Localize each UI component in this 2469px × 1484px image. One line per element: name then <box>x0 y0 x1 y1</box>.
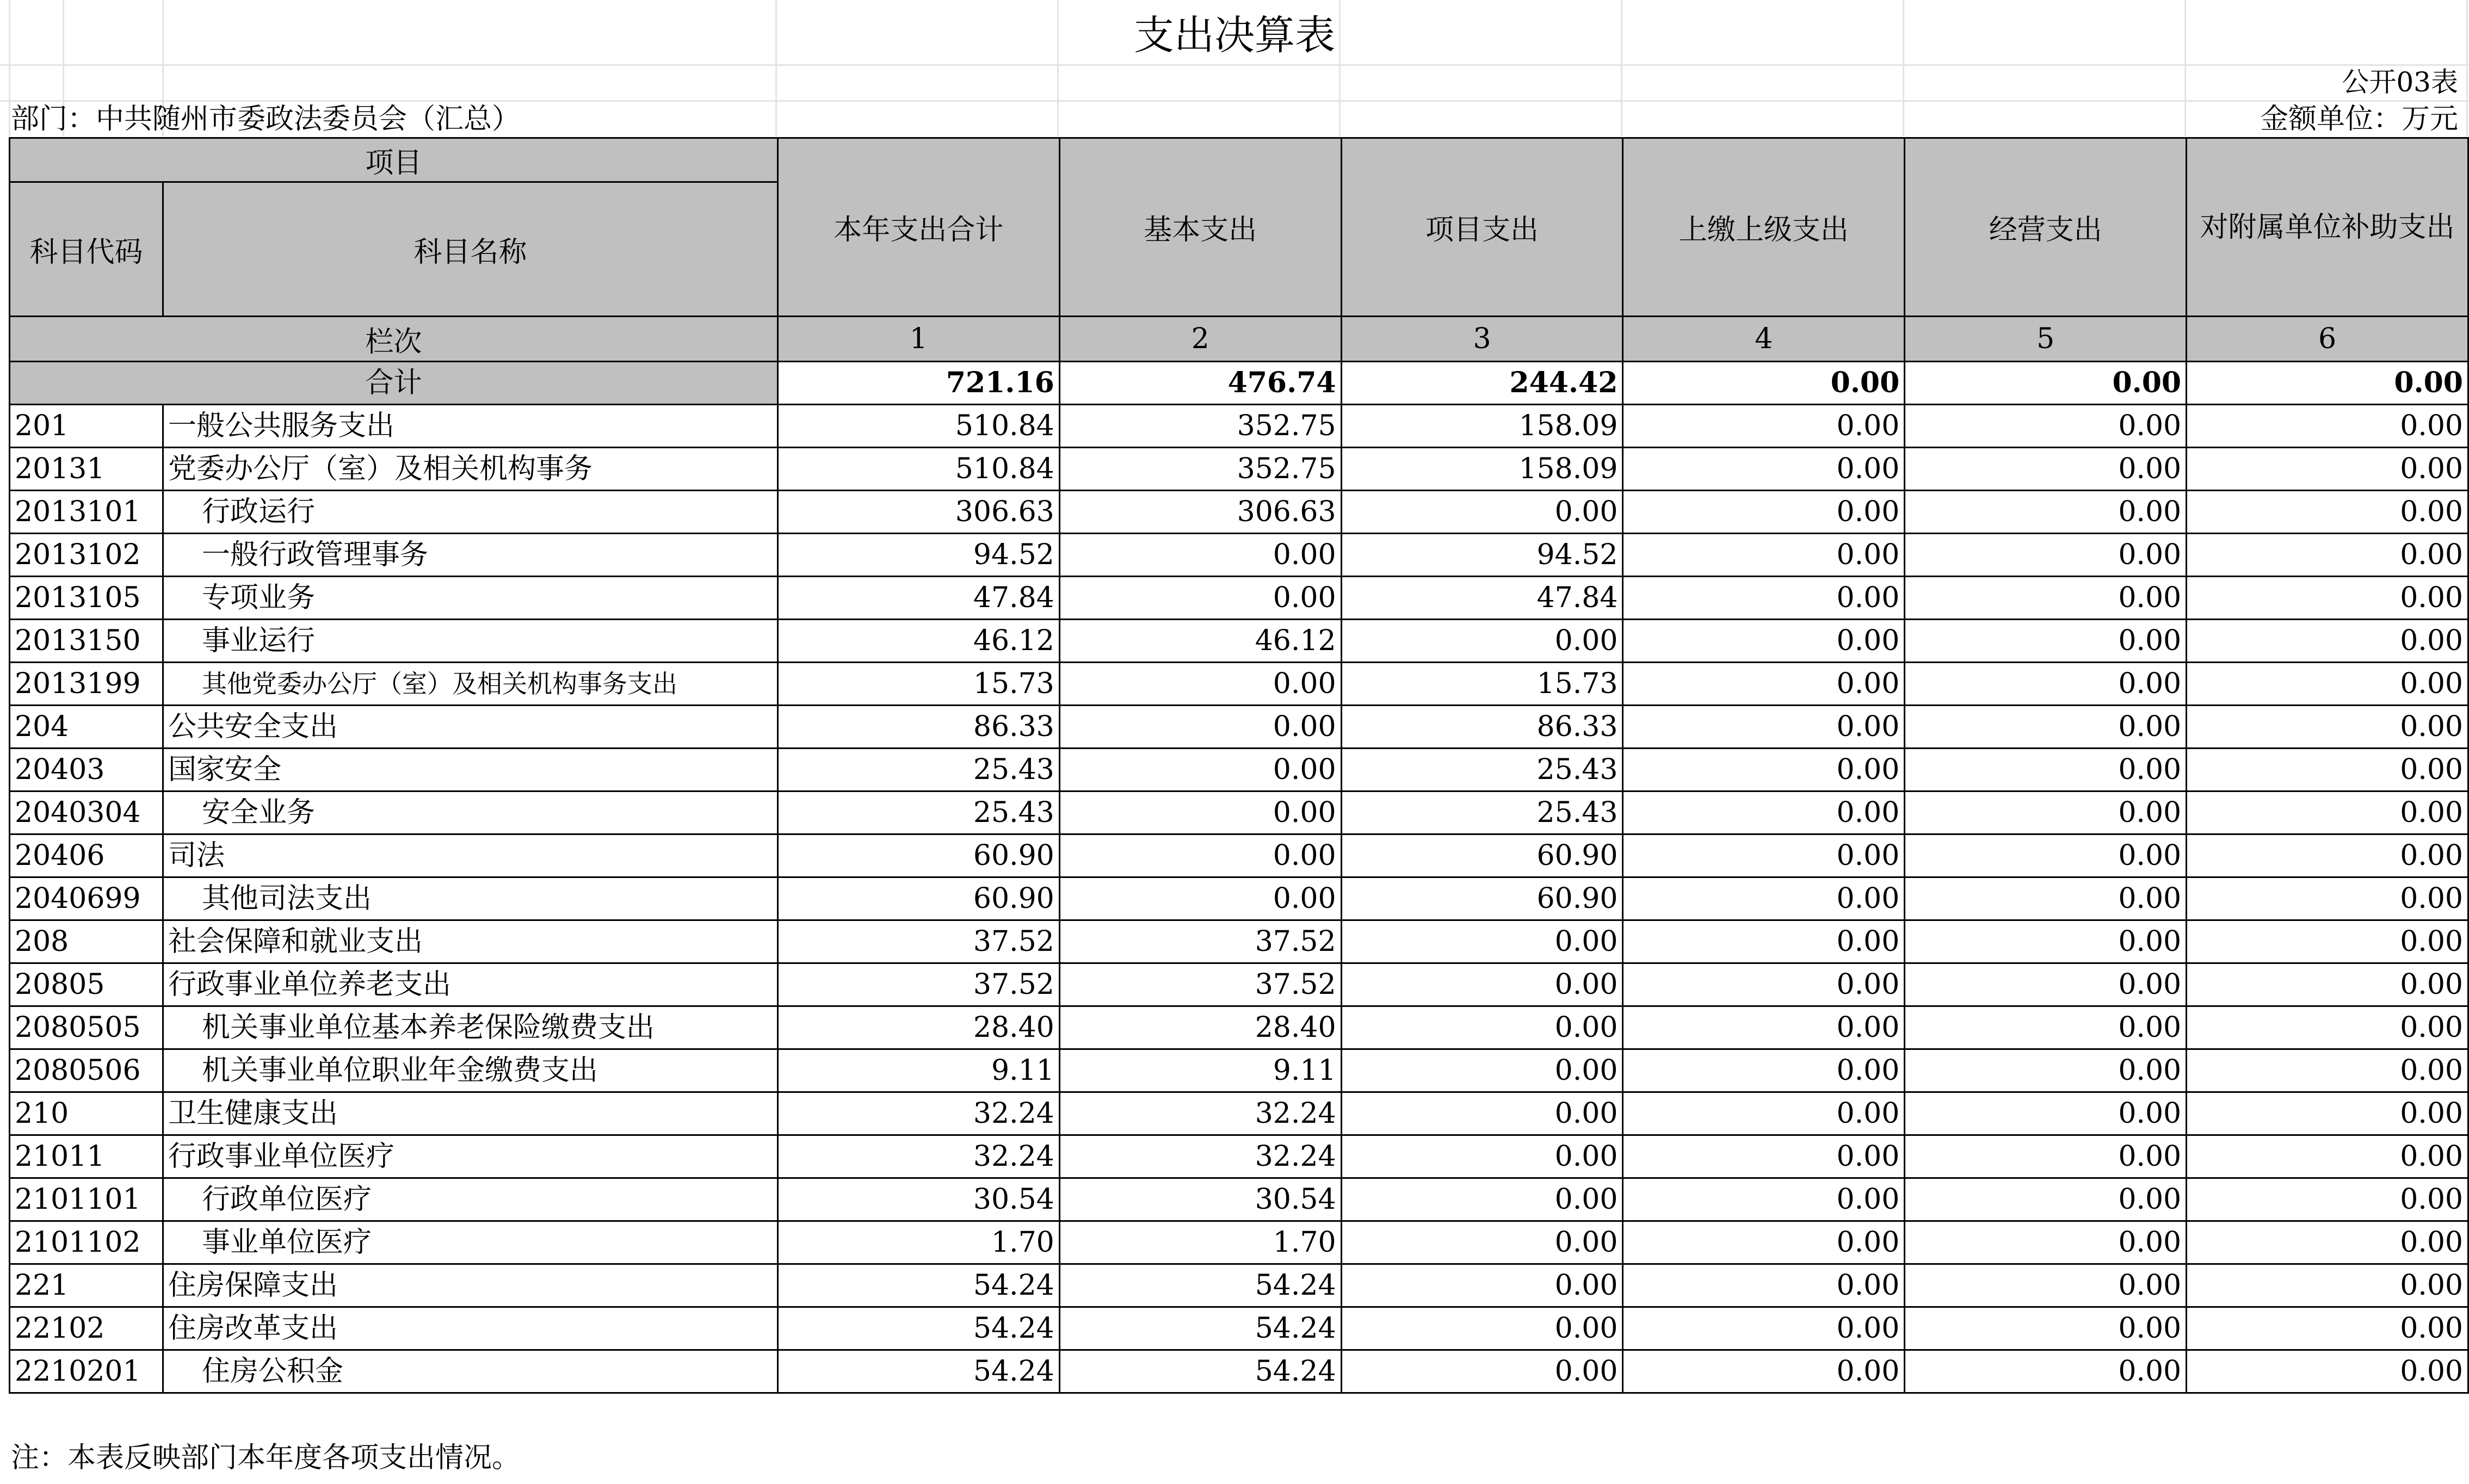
subject-name: 一般公共服务支出 <box>163 405 777 448</box>
amount-cell: 32.24 <box>1059 1092 1341 1135</box>
amount-cell: 0.00 <box>1059 792 1341 834</box>
amount-cell: 0.00 <box>2187 792 2468 834</box>
total-value: 476.74 <box>1059 362 1341 405</box>
expenditure-table <box>9 137 2469 1394</box>
amount-cell: 0.00 <box>1341 1350 1623 1393</box>
subject-name: 行政事业单位医疗 <box>163 1135 777 1178</box>
amount-cell: 0.00 <box>1623 920 1905 963</box>
subject-code: 2013102 <box>10 534 163 577</box>
amount-cell: 0.00 <box>1905 405 2187 448</box>
amount-cell: 0.00 <box>2187 448 2468 491</box>
table-row <box>10 963 2468 1006</box>
amount-cell: 0.00 <box>1623 877 1905 920</box>
amount-cell: 0.00 <box>1059 706 1341 749</box>
amount-cell: 352.75 <box>1059 448 1341 491</box>
subject-code: 2013199 <box>10 663 163 706</box>
table-row <box>10 620 2468 663</box>
amount-cell: 0.00 <box>1623 963 1905 1006</box>
subject-name: 公共安全支出 <box>163 706 777 749</box>
total-value: 721.16 <box>777 362 1059 405</box>
amount-cell: 37.52 <box>1059 963 1341 1006</box>
amount-unit-label: 金额单位：万元 <box>2260 103 2458 135</box>
amount-cell: 0.00 <box>1905 620 2187 663</box>
amount-cell: 0.00 <box>1341 1049 1623 1092</box>
amount-cell: 0.00 <box>1623 1178 1905 1221</box>
amount-cell: 0.00 <box>1905 1307 2187 1350</box>
subject-code: 2210201 <box>10 1350 163 1393</box>
header-code: 科目代码 <box>10 182 163 317</box>
amount-cell: 0.00 <box>1905 1135 2187 1178</box>
subject-name: 国家安全 <box>163 749 777 792</box>
table-row <box>10 405 2468 448</box>
amount-cell: 86.33 <box>1341 706 1623 749</box>
amount-cell: 0.00 <box>1341 1135 1623 1178</box>
amount-cell: 9.11 <box>1059 1049 1341 1092</box>
amount-cell: 1.70 <box>777 1221 1059 1264</box>
amount-cell: 0.00 <box>1623 792 1905 834</box>
table-row <box>10 1178 2468 1221</box>
amount-cell: 0.00 <box>1623 749 1905 792</box>
amount-cell: 0.00 <box>2187 1135 2468 1178</box>
amount-cell: 46.12 <box>777 620 1059 663</box>
amount-cell: 0.00 <box>1623 1307 1905 1350</box>
table-row <box>10 792 2468 834</box>
subject-name: 其他司法支出 <box>163 877 777 920</box>
subject-name: 事业运行 <box>163 620 777 663</box>
table-note: 注：本表反映部门本年度各项支出情况。 <box>11 1442 521 1474</box>
amount-cell: 306.63 <box>1059 491 1341 534</box>
amount-cell: 0.00 <box>1341 1307 1623 1350</box>
subject-code: 2101102 <box>10 1221 163 1264</box>
amount-cell: 0.00 <box>1623 1221 1905 1264</box>
amount-cell: 0.00 <box>1059 663 1341 706</box>
amount-cell: 0.00 <box>2187 920 2468 963</box>
subject-code: 208 <box>10 920 163 963</box>
amount-cell: 0.00 <box>1059 877 1341 920</box>
department-label: 部门：中共随州市委政法委员会（汇总） <box>11 103 521 135</box>
amount-cell: 60.90 <box>1341 877 1623 920</box>
amount-cell: 94.52 <box>777 534 1059 577</box>
amount-cell: 0.00 <box>1905 749 2187 792</box>
amount-cell: 0.00 <box>2187 1307 2468 1350</box>
subject-code: 2013105 <box>10 577 163 620</box>
table-row <box>10 1006 2468 1049</box>
header-project: 项目支出 <box>1341 138 1623 317</box>
amount-cell: 30.54 <box>1059 1178 1341 1221</box>
amount-cell: 352.75 <box>1059 405 1341 448</box>
amount-cell: 0.00 <box>1623 448 1905 491</box>
amount-cell: 0.00 <box>1905 706 2187 749</box>
amount-cell: 0.00 <box>1905 577 2187 620</box>
subject-code: 20403 <box>10 749 163 792</box>
subject-name: 行政事业单位养老支出 <box>163 963 777 1006</box>
header-item: 项目 <box>10 138 778 182</box>
amount-cell: 0.00 <box>1905 877 2187 920</box>
amount-cell: 54.24 <box>777 1264 1059 1307</box>
amount-cell: 0.00 <box>1341 620 1623 663</box>
amount-cell: 158.09 <box>1341 448 1623 491</box>
amount-cell: 94.52 <box>1341 534 1623 577</box>
amount-cell: 0.00 <box>2187 1006 2468 1049</box>
subject-code: 2080506 <box>10 1049 163 1092</box>
amount-cell: 28.40 <box>777 1006 1059 1049</box>
subject-name: 卫生健康支出 <box>163 1092 777 1135</box>
amount-cell: 0.00 <box>1059 534 1341 577</box>
amount-cell: 0.00 <box>1623 577 1905 620</box>
column-index: 6 <box>2187 317 2468 362</box>
table-row <box>10 1135 2468 1178</box>
amount-cell: 0.00 <box>1905 1221 2187 1264</box>
header-name: 科目名称 <box>163 182 777 317</box>
amount-cell: 0.00 <box>1059 834 1341 877</box>
subject-code: 221 <box>10 1264 163 1307</box>
amount-cell: 0.00 <box>1905 1006 2187 1049</box>
subject-code: 210 <box>10 1092 163 1135</box>
amount-cell: 0.00 <box>1623 834 1905 877</box>
total-value: 244.42 <box>1341 362 1623 405</box>
amount-cell: 0.00 <box>1905 834 2187 877</box>
amount-cell: 0.00 <box>2187 963 2468 1006</box>
subject-name: 其他党委办公厅（室）及相关机构事务支出 <box>163 663 777 706</box>
amount-cell: 0.00 <box>1905 1049 2187 1092</box>
amount-cell: 0.00 <box>1905 534 2187 577</box>
subject-name: 行政单位医疗 <box>163 1178 777 1221</box>
amount-cell: 0.00 <box>2187 749 2468 792</box>
amount-cell: 510.84 <box>777 405 1059 448</box>
amount-cell: 0.00 <box>1905 1178 2187 1221</box>
subject-code: 22102 <box>10 1307 163 1350</box>
amount-cell: 0.00 <box>1341 1178 1623 1221</box>
amount-cell: 0.00 <box>2187 1049 2468 1092</box>
amount-cell: 0.00 <box>1341 1264 1623 1307</box>
amount-cell: 37.52 <box>1059 920 1341 963</box>
table-row <box>10 491 2468 534</box>
amount-cell: 0.00 <box>2187 1350 2468 1393</box>
subject-name: 机关事业单位基本养老保险缴费支出 <box>163 1006 777 1049</box>
header-total: 本年支出合计 <box>777 138 1059 317</box>
amount-cell: 0.00 <box>1905 963 2187 1006</box>
amount-cell: 15.73 <box>1341 663 1623 706</box>
subject-name: 机关事业单位职业年金缴费支出 <box>163 1049 777 1092</box>
table-row <box>10 706 2468 749</box>
amount-cell: 0.00 <box>1623 620 1905 663</box>
subject-code: 2013101 <box>10 491 163 534</box>
page-title: 支出决算表 <box>1134 12 1335 59</box>
amount-cell: 54.24 <box>777 1307 1059 1350</box>
subject-name: 司法 <box>163 834 777 877</box>
subject-code: 204 <box>10 706 163 749</box>
amount-cell: 0.00 <box>1623 491 1905 534</box>
column-index-row <box>10 317 2468 362</box>
amount-cell: 0.00 <box>1623 663 1905 706</box>
amount-cell: 0.00 <box>1905 1264 2187 1307</box>
amount-cell: 60.90 <box>777 877 1059 920</box>
total-value: 0.00 <box>1905 362 2187 405</box>
amount-cell: 0.00 <box>1905 491 2187 534</box>
grid-line <box>0 64 2469 66</box>
column-index: 5 <box>1905 317 2187 362</box>
amount-cell: 0.00 <box>1905 663 2187 706</box>
amount-cell: 54.24 <box>1059 1350 1341 1393</box>
table-row <box>10 1264 2468 1307</box>
amount-cell: 158.09 <box>1341 405 1623 448</box>
amount-cell: 54.24 <box>1059 1264 1341 1307</box>
amount-cell: 306.63 <box>777 491 1059 534</box>
amount-cell: 0.00 <box>1341 491 1623 534</box>
amount-cell: 510.84 <box>777 448 1059 491</box>
amount-cell: 0.00 <box>1623 1264 1905 1307</box>
table-row <box>10 1092 2468 1135</box>
subject-name: 住房保障支出 <box>163 1264 777 1307</box>
amount-cell: 32.24 <box>777 1092 1059 1135</box>
amount-cell: 54.24 <box>777 1350 1059 1393</box>
table-row <box>10 1221 2468 1264</box>
amount-cell: 25.43 <box>777 792 1059 834</box>
column-index-label: 栏次 <box>10 317 778 362</box>
column-index: 2 <box>1059 317 1341 362</box>
amount-cell: 37.52 <box>777 920 1059 963</box>
amount-cell: 0.00 <box>1905 448 2187 491</box>
total-label: 合计 <box>10 362 778 405</box>
amount-cell: 0.00 <box>1341 1006 1623 1049</box>
table-row <box>10 534 2468 577</box>
header-subsidy: 对附属单位补助支出 <box>2187 138 2468 317</box>
amount-cell: 0.00 <box>1059 577 1341 620</box>
subject-code: 2040699 <box>10 877 163 920</box>
table-row <box>10 1307 2468 1350</box>
amount-cell: 0.00 <box>2187 577 2468 620</box>
table-row <box>10 1350 2468 1393</box>
header-row <box>10 138 2468 182</box>
subject-code: 2080505 <box>10 1006 163 1049</box>
amount-cell: 0.00 <box>1623 534 1905 577</box>
subject-code: 20131 <box>10 448 163 491</box>
table-row <box>10 1049 2468 1092</box>
subject-code: 20805 <box>10 963 163 1006</box>
amount-cell: 0.00 <box>2187 1178 2468 1221</box>
amount-cell: 37.52 <box>777 963 1059 1006</box>
amount-cell: 0.00 <box>1341 963 1623 1006</box>
subject-code: 20406 <box>10 834 163 877</box>
amount-cell: 0.00 <box>1905 920 2187 963</box>
subject-name: 住房公积金 <box>163 1350 777 1393</box>
amount-cell: 0.00 <box>2187 877 2468 920</box>
amount-cell: 0.00 <box>1341 920 1623 963</box>
subject-name: 住房改革支出 <box>163 1307 777 1350</box>
total-value: 0.00 <box>1623 362 1905 405</box>
amount-cell: 46.12 <box>1059 620 1341 663</box>
amount-cell: 47.84 <box>777 577 1059 620</box>
amount-cell: 30.54 <box>777 1178 1059 1221</box>
amount-cell: 0.00 <box>1905 792 2187 834</box>
amount-cell: 0.00 <box>2187 534 2468 577</box>
table-row <box>10 749 2468 792</box>
amount-cell: 0.00 <box>2187 1221 2468 1264</box>
amount-cell: 0.00 <box>2187 834 2468 877</box>
amount-cell: 0.00 <box>1341 1092 1623 1135</box>
amount-cell: 0.00 <box>1623 1049 1905 1092</box>
table-row <box>10 663 2468 706</box>
amount-cell: 25.43 <box>777 749 1059 792</box>
table-row <box>10 448 2468 491</box>
amount-cell: 28.40 <box>1059 1006 1341 1049</box>
amount-cell: 54.24 <box>1059 1307 1341 1350</box>
amount-cell: 0.00 <box>2187 405 2468 448</box>
subject-name: 专项业务 <box>163 577 777 620</box>
amount-cell: 0.00 <box>2187 663 2468 706</box>
amount-cell: 0.00 <box>2187 706 2468 749</box>
subject-code: 2013150 <box>10 620 163 663</box>
amount-cell: 0.00 <box>1905 1092 2187 1135</box>
subject-name: 行政运行 <box>163 491 777 534</box>
form-number: 公开03表 <box>2342 66 2458 98</box>
subject-name: 党委办公厅（室）及相关机构事务 <box>163 448 777 491</box>
table-row <box>10 577 2468 620</box>
amount-cell: 15.73 <box>777 663 1059 706</box>
subject-code: 2101101 <box>10 1178 163 1221</box>
amount-cell: 0.00 <box>2187 491 2468 534</box>
amount-cell: 1.70 <box>1059 1221 1341 1264</box>
amount-cell: 0.00 <box>2187 1264 2468 1307</box>
amount-cell: 0.00 <box>1623 1135 1905 1178</box>
subject-code: 2040304 <box>10 792 163 834</box>
subject-name: 安全业务 <box>163 792 777 834</box>
amount-cell: 86.33 <box>777 706 1059 749</box>
total-row <box>10 362 2468 405</box>
amount-cell: 0.00 <box>2187 1092 2468 1135</box>
amount-cell: 0.00 <box>1623 405 1905 448</box>
amount-cell: 32.24 <box>1059 1135 1341 1178</box>
amount-cell: 0.00 <box>1905 1350 2187 1393</box>
subject-code: 201 <box>10 405 163 448</box>
column-index: 4 <box>1623 317 1905 362</box>
amount-cell: 9.11 <box>777 1049 1059 1092</box>
table-row <box>10 834 2468 877</box>
amount-cell: 0.00 <box>1059 749 1341 792</box>
header-business: 经营支出 <box>1905 138 2187 317</box>
table-row <box>10 920 2468 963</box>
subject-name: 社会保障和就业支出 <box>163 920 777 963</box>
amount-cell: 25.43 <box>1341 792 1623 834</box>
amount-cell: 60.90 <box>1341 834 1623 877</box>
amount-cell: 60.90 <box>777 834 1059 877</box>
amount-cell: 0.00 <box>1341 1221 1623 1264</box>
subject-name: 事业单位医疗 <box>163 1221 777 1264</box>
subject-code: 21011 <box>10 1135 163 1178</box>
column-index: 1 <box>777 317 1059 362</box>
amount-cell: 32.24 <box>777 1135 1059 1178</box>
amount-cell: 0.00 <box>1623 1350 1905 1393</box>
column-index: 3 <box>1341 317 1623 362</box>
header-upper: 上缴上级支出 <box>1623 138 1905 317</box>
header-basic: 基本支出 <box>1059 138 1341 317</box>
subject-name: 一般行政管理事务 <box>163 534 777 577</box>
amount-cell: 0.00 <box>1623 1006 1905 1049</box>
table-row <box>10 877 2468 920</box>
amount-cell: 47.84 <box>1341 577 1623 620</box>
amount-cell: 0.00 <box>1623 1092 1905 1135</box>
amount-cell: 0.00 <box>2187 620 2468 663</box>
amount-cell: 0.00 <box>1623 706 1905 749</box>
total-value: 0.00 <box>2187 362 2468 405</box>
amount-cell: 25.43 <box>1341 749 1623 792</box>
